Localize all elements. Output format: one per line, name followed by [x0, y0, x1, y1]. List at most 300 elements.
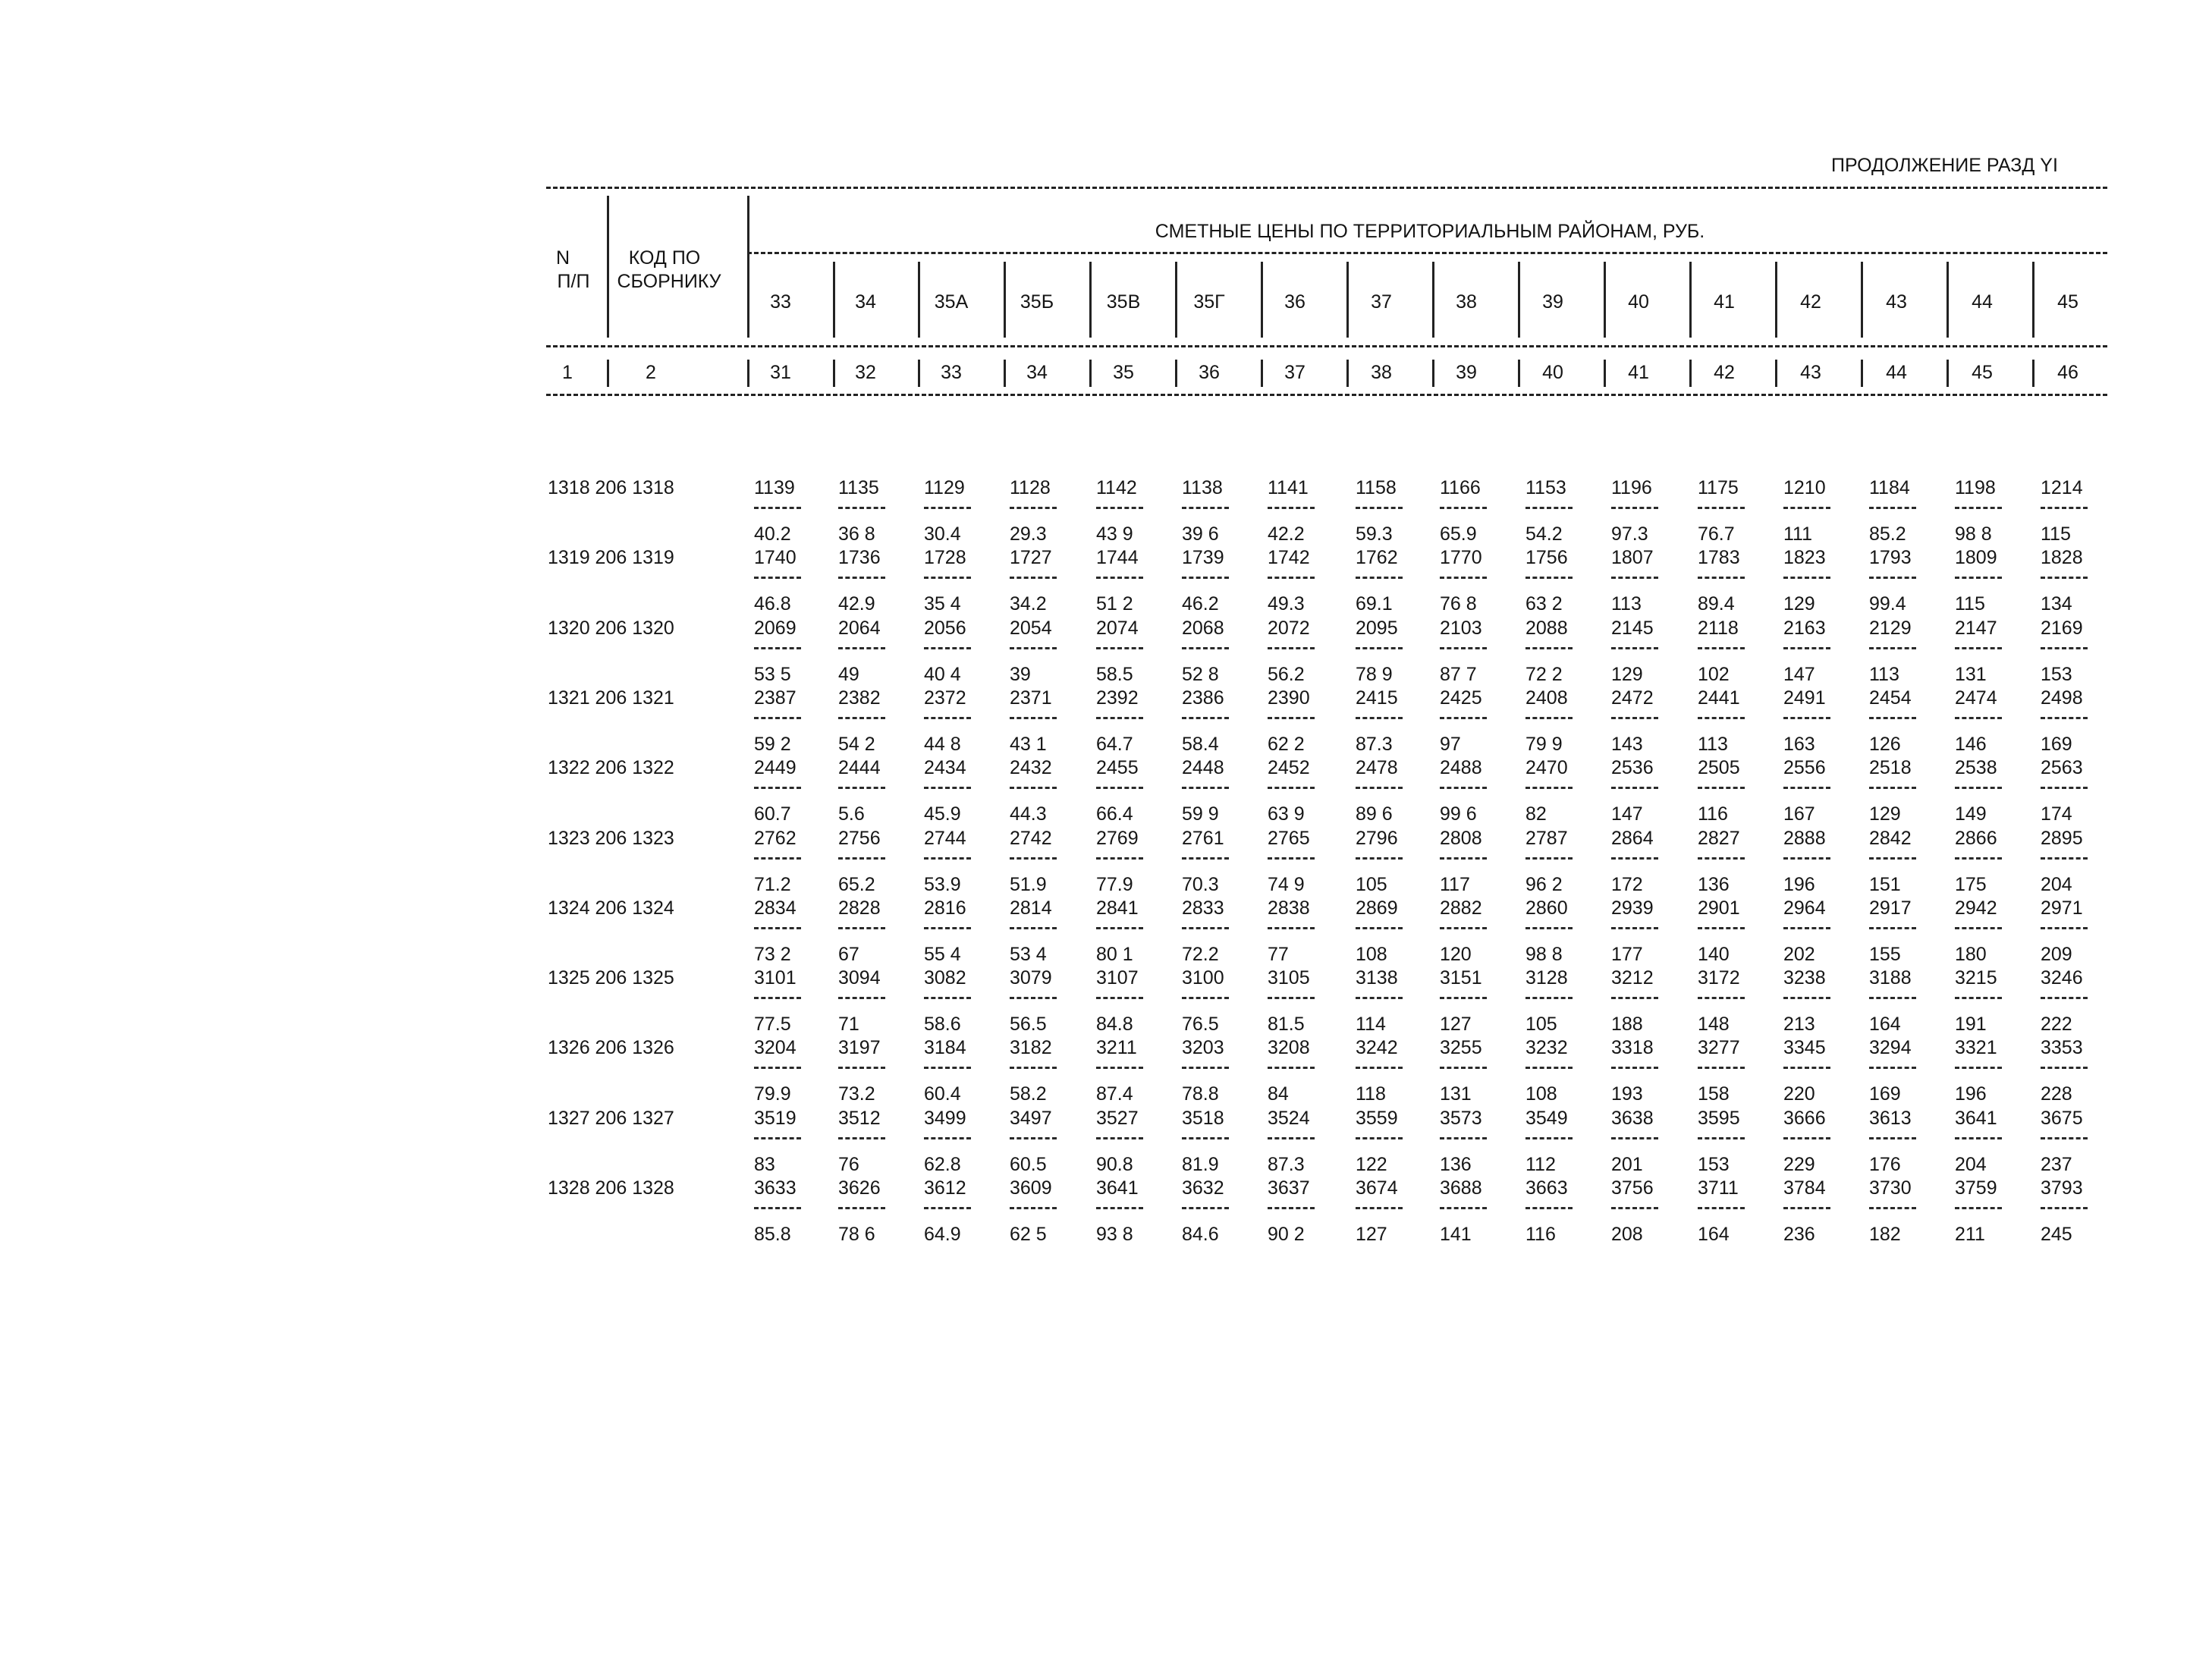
region-header: 33	[770, 291, 791, 313]
fraction-line	[1783, 507, 1830, 509]
fraction-line	[2041, 507, 2088, 509]
fraction-line	[1611, 717, 1658, 719]
header-divider	[1689, 262, 1692, 338]
price-value: 3711	[1698, 1177, 1739, 1199]
price-value: 1139	[754, 477, 795, 498]
price-subvalue: 97.3	[1611, 523, 1648, 545]
fraction-line	[1096, 717, 1143, 719]
price-value: 2518	[1869, 757, 1912, 778]
price-subvalue: 129	[1611, 664, 1643, 685]
price-value: 2074	[1096, 618, 1139, 639]
fraction-line	[1010, 997, 1057, 999]
price-value: 3793	[2041, 1177, 2083, 1199]
price-subvalue: 87.3	[1356, 734, 1393, 755]
price-value: 3151	[1440, 967, 1482, 989]
price-value: 3641	[1096, 1177, 1139, 1199]
price-value: 2964	[1783, 897, 1826, 919]
price-value: 2449	[754, 757, 797, 778]
price-subvalue: 147	[1611, 803, 1643, 825]
price-subvalue: 129	[1783, 593, 1815, 614]
price-value: 2838	[1268, 897, 1310, 919]
price-value: 2454	[1869, 687, 1912, 709]
price-value: 3094	[838, 967, 881, 989]
price-value: 3730	[1869, 1177, 1912, 1199]
price-subvalue: 69.1	[1356, 593, 1393, 614]
fraction-line	[754, 507, 801, 509]
price-subvalue: 136	[1698, 874, 1730, 895]
price-subvalue: 140	[1698, 944, 1730, 965]
region-header: 39	[1542, 291, 1563, 313]
fraction-line	[1096, 997, 1143, 999]
column-number-divider	[1432, 360, 1434, 387]
price-subvalue: 60.4	[924, 1083, 961, 1105]
price-value: 3527	[1096, 1108, 1139, 1129]
price-subvalue: 76.5	[1182, 1014, 1219, 1035]
fraction-line	[1955, 717, 2002, 719]
price-subvalue: 58.4	[1182, 734, 1219, 755]
price-value: 2491	[1783, 687, 1826, 709]
fraction-line	[1356, 717, 1403, 719]
fraction-line	[1268, 787, 1315, 789]
column-number: 45	[1972, 362, 1993, 383]
price-value: 3215	[1955, 967, 1997, 989]
price-value: 2452	[1268, 757, 1310, 778]
price-subvalue: 51 2	[1096, 593, 1133, 614]
price-value: 3188	[1869, 967, 1912, 989]
price-subvalue: 193	[1611, 1083, 1643, 1105]
price-subvalue: 174	[2041, 803, 2072, 825]
price-subvalue: 53 5	[754, 664, 791, 685]
row-label: 1328 206 1328	[548, 1177, 674, 1199]
price-value: 2054	[1010, 618, 1052, 639]
price-subvalue: 49	[838, 664, 859, 685]
price-value: 3277	[1698, 1037, 1740, 1058]
fraction-line	[1783, 857, 1830, 860]
fraction-line	[838, 1207, 885, 1209]
price-value: 3674	[1356, 1177, 1398, 1199]
price-value: 1807	[1611, 547, 1654, 568]
price-value: 1744	[1096, 547, 1139, 568]
price-value: 3208	[1268, 1037, 1310, 1058]
column-number: 34	[1026, 362, 1048, 383]
continuation-label: ПРОДОЛЖЕНИЕ РАЗД YI	[1831, 155, 2058, 176]
price-subvalue: 54.2	[1525, 523, 1563, 545]
price-value: 2392	[1096, 687, 1139, 709]
fraction-line	[1783, 997, 1830, 999]
fraction-line	[1783, 927, 1830, 929]
fraction-line	[1440, 647, 1487, 649]
price-value: 2118	[1698, 618, 1739, 639]
price-value: 2472	[1611, 687, 1654, 709]
fraction-line	[1525, 507, 1573, 509]
price-subvalue: 42.9	[838, 593, 875, 614]
price-value: 2808	[1440, 828, 1482, 849]
region-header: 35Г	[1193, 291, 1225, 313]
fraction-line	[1698, 787, 1745, 789]
fraction-line	[1268, 717, 1315, 719]
fraction-line	[1783, 1207, 1830, 1209]
column-number: 35	[1113, 362, 1134, 383]
fraction-line	[1268, 507, 1315, 509]
price-value: 2103	[1440, 618, 1482, 639]
price-subvalue: 115	[1955, 593, 1985, 614]
fraction-line	[1096, 857, 1143, 860]
price-subvalue: 99.4	[1869, 593, 1906, 614]
price-value: 3759	[1955, 1177, 1997, 1199]
price-value: 3353	[2041, 1037, 2083, 1058]
price-subvalue: 116	[1525, 1224, 1556, 1245]
fraction-line	[1440, 577, 1487, 579]
fraction-line	[838, 1067, 885, 1069]
fraction-line	[1010, 1067, 1057, 1069]
price-value: 2769	[1096, 828, 1139, 849]
column-number: 44	[1886, 362, 1907, 383]
price-value: 2762	[754, 828, 797, 849]
fraction-line	[1525, 647, 1573, 649]
price-value: 2072	[1268, 618, 1310, 639]
fraction-line	[1525, 857, 1573, 860]
fraction-line	[1182, 717, 1229, 719]
fraction-line	[1611, 577, 1658, 579]
price-subvalue: 56.5	[1010, 1014, 1047, 1035]
column-number: 31	[770, 362, 791, 383]
price-value: 2866	[1955, 828, 1997, 849]
price-subvalue: 148	[1698, 1014, 1730, 1035]
price-subvalue: 164	[1869, 1014, 1901, 1035]
price-value: 3784	[1783, 1177, 1826, 1199]
fraction-line	[1356, 997, 1403, 999]
region-header: 38	[1456, 291, 1477, 313]
price-value: 2390	[1268, 687, 1310, 709]
fraction-line	[1955, 507, 2002, 509]
fraction-line	[1182, 1137, 1229, 1139]
fraction-line	[754, 647, 801, 649]
price-subvalue: 87.3	[1268, 1154, 1305, 1175]
header-divider	[1004, 262, 1006, 338]
price-subvalue: 65.9	[1440, 523, 1477, 545]
price-value: 2488	[1440, 757, 1482, 778]
price-value: 2563	[2041, 757, 2083, 778]
fraction-line	[1010, 787, 1057, 789]
price-value: 1210	[1783, 477, 1826, 498]
price-subvalue: 89.4	[1698, 593, 1735, 614]
price-subvalue: 155	[1869, 944, 1901, 965]
price-subvalue: 116	[1698, 803, 1728, 825]
price-subvalue: 35 4	[924, 593, 961, 614]
fraction-line	[1440, 997, 1487, 999]
price-subvalue: 177	[1611, 944, 1643, 965]
column-number-divider	[2032, 360, 2034, 387]
price-value: 1129	[924, 477, 965, 498]
price-value: 3197	[838, 1037, 881, 1058]
fraction-line	[1010, 927, 1057, 929]
fraction-line	[754, 1137, 801, 1139]
column-number-divider	[1346, 360, 1349, 387]
price-value: 3246	[2041, 967, 2083, 989]
price-value: 2827	[1698, 828, 1740, 849]
price-subvalue: 90.8	[1096, 1154, 1133, 1175]
price-value: 2382	[838, 687, 881, 709]
price-subvalue: 60.5	[1010, 1154, 1047, 1175]
price-subvalue: 111	[1783, 523, 1813, 545]
price-subvalue: 176	[1869, 1154, 1901, 1175]
fraction-line	[1182, 787, 1229, 789]
price-value: 2869	[1356, 897, 1398, 919]
price-subvalue: 65.2	[838, 874, 875, 895]
price-value: 2505	[1698, 757, 1740, 778]
fraction-line	[838, 647, 885, 649]
region-header: 35А	[934, 291, 969, 313]
price-subvalue: 64.9	[924, 1224, 961, 1245]
price-value: 2842	[1869, 828, 1912, 849]
header-divider	[1261, 262, 1263, 338]
fraction-line	[924, 787, 971, 789]
fraction-line	[1440, 1207, 1487, 1209]
price-value: 3497	[1010, 1108, 1052, 1129]
price-value: 1198	[1955, 477, 1996, 498]
price-subvalue: 220	[1783, 1083, 1815, 1105]
fraction-line	[1869, 857, 1916, 860]
price-value: 3318	[1611, 1037, 1654, 1058]
fraction-line	[1010, 1207, 1057, 1209]
fraction-line	[1525, 1207, 1573, 1209]
price-subvalue: 34.2	[1010, 593, 1047, 614]
price-value: 3294	[1869, 1037, 1912, 1058]
price-value: 2448	[1182, 757, 1224, 778]
price-value: 3626	[838, 1177, 881, 1199]
price-value: 1793	[1869, 547, 1912, 568]
fraction-line	[924, 927, 971, 929]
price-value: 3524	[1268, 1108, 1310, 1129]
price-subvalue: 129	[1869, 803, 1901, 825]
fraction-line	[1955, 577, 2002, 579]
fraction-line	[1010, 577, 1057, 579]
price-value: 1166	[1440, 477, 1481, 498]
column-number-divider	[1775, 360, 1777, 387]
col-code-label-2: СБОРНИКУ	[617, 271, 721, 292]
price-subvalue: 245	[2041, 1224, 2072, 1245]
row-label: 1327 206 1327	[548, 1108, 674, 1129]
fraction-line	[1698, 1067, 1745, 1069]
price-value: 2901	[1698, 897, 1740, 919]
fraction-line	[1182, 1067, 1229, 1069]
fraction-line	[1955, 787, 2002, 789]
fraction-line	[1010, 857, 1057, 860]
price-value: 3637	[1268, 1177, 1310, 1199]
price-subvalue: 30.4	[924, 523, 961, 545]
price-value: 1175	[1698, 477, 1739, 498]
price-value: 3100	[1182, 967, 1224, 989]
price-subvalue: 149	[1955, 803, 1987, 825]
price-value: 1138	[1182, 477, 1223, 498]
fraction-line	[1440, 717, 1487, 719]
price-subvalue: 67	[838, 944, 859, 965]
fraction-line	[1698, 1207, 1745, 1209]
price-subvalue: 81.9	[1182, 1154, 1219, 1175]
price-subvalue: 211	[1955, 1224, 1985, 1245]
price-subvalue: 127	[1356, 1224, 1387, 1245]
price-subvalue: 73.2	[838, 1083, 875, 1105]
price-subvalue: 60.7	[754, 803, 791, 825]
price-subvalue: 175	[1955, 874, 1987, 895]
price-value: 2816	[924, 897, 966, 919]
fraction-line	[1869, 507, 1916, 509]
fraction-line	[838, 997, 885, 999]
fraction-line	[1525, 1067, 1573, 1069]
fraction-line	[1525, 577, 1573, 579]
fraction-line	[1268, 857, 1315, 860]
price-value: 2744	[924, 828, 966, 849]
price-value: 3138	[1356, 967, 1398, 989]
price-value: 2971	[2041, 897, 2083, 919]
fraction-line	[924, 857, 971, 860]
price-subvalue: 213	[1783, 1014, 1815, 1035]
price-value: 2761	[1182, 828, 1224, 849]
price-subvalue: 237	[2041, 1154, 2072, 1175]
price-value: 3666	[1783, 1108, 1826, 1129]
price-subvalue: 39	[1010, 664, 1031, 685]
price-subvalue: 63 2	[1525, 593, 1563, 614]
price-value: 2434	[924, 757, 966, 778]
price-subvalue: 40 4	[924, 664, 961, 685]
price-subvalue: 141	[1440, 1224, 1472, 1245]
fraction-line	[924, 997, 971, 999]
region-header: 35В	[1106, 291, 1141, 313]
price-subvalue: 112	[1525, 1154, 1556, 1175]
column-number: 36	[1199, 362, 1220, 383]
price-value: 2145	[1611, 618, 1654, 639]
price-value: 3675	[2041, 1108, 2083, 1129]
price-subvalue: 153	[1698, 1154, 1730, 1175]
fraction-line	[754, 787, 801, 789]
price-value: 3232	[1525, 1037, 1568, 1058]
price-value: 2455	[1096, 757, 1139, 778]
price-value: 3756	[1611, 1177, 1654, 1199]
price-subvalue: 108	[1356, 944, 1387, 965]
price-subvalue: 131	[1955, 664, 1987, 685]
fraction-line	[1010, 717, 1057, 719]
column-number-divider	[1689, 360, 1692, 387]
fraction-line	[2041, 647, 2088, 649]
price-value: 2498	[2041, 687, 2083, 709]
fraction-line	[1182, 857, 1229, 860]
header-divider	[1518, 262, 1520, 338]
price-value: 2841	[1096, 897, 1139, 919]
price-subvalue: 56.2	[1268, 664, 1305, 685]
column-number: 42	[1714, 362, 1735, 383]
price-value: 2536	[1611, 757, 1654, 778]
price-value: 2796	[1356, 828, 1398, 849]
price-subvalue: 117	[1440, 874, 1470, 895]
price-value: 1135	[838, 477, 879, 498]
price-subvalue: 89 6	[1356, 803, 1393, 825]
price-value: 2939	[1611, 897, 1654, 919]
fraction-line	[924, 1137, 971, 1139]
price-subvalue: 49.3	[1268, 593, 1305, 614]
price-value: 2169	[2041, 618, 2083, 639]
fraction-line	[1440, 1137, 1487, 1139]
price-subvalue: 72.2	[1182, 944, 1219, 965]
price-subvalue: 113	[1698, 734, 1728, 755]
price-value: 3519	[754, 1108, 797, 1129]
region-header: 43	[1886, 291, 1907, 313]
fraction-line	[1440, 927, 1487, 929]
fraction-line	[838, 507, 885, 509]
col-code-label: КОД ПО	[628, 247, 701, 269]
price-value: 3688	[1440, 1177, 1482, 1199]
price-subvalue: 71	[838, 1014, 859, 1035]
row-label: 1322 206 1322	[548, 757, 674, 778]
price-subvalue: 77.9	[1096, 874, 1133, 895]
price-value: 1153	[1525, 477, 1566, 498]
price-value: 3573	[1440, 1108, 1482, 1129]
column-number-divider	[1089, 360, 1092, 387]
price-subvalue: 126	[1869, 734, 1901, 755]
price-subvalue: 182	[1869, 1224, 1901, 1245]
fraction-line	[1356, 857, 1403, 860]
price-value: 1736	[838, 547, 881, 568]
fraction-line	[1440, 1067, 1487, 1069]
price-value: 1196	[1611, 477, 1652, 498]
price-value: 2069	[754, 618, 797, 639]
price-value: 2834	[754, 897, 797, 919]
header-divider	[747, 196, 749, 338]
price-subvalue: 76 8	[1440, 593, 1477, 614]
price-subvalue: 73 2	[754, 944, 791, 965]
column-number-divider	[1261, 360, 1263, 387]
price-subvalue: 108	[1525, 1083, 1557, 1105]
price-value: 3549	[1525, 1108, 1568, 1129]
price-value: 2833	[1182, 897, 1224, 919]
price-subvalue: 180	[1955, 944, 1987, 965]
fraction-line	[1783, 787, 1830, 789]
fraction-line	[1783, 1137, 1830, 1139]
price-value: 2444	[838, 757, 881, 778]
fraction-line	[1268, 927, 1315, 929]
price-subvalue: 164	[1698, 1224, 1730, 1245]
fraction-line	[838, 927, 885, 929]
price-value: 2538	[1955, 757, 1997, 778]
fraction-line	[2041, 787, 2088, 789]
price-value: 3613	[1869, 1108, 1912, 1129]
header-divider	[1175, 262, 1177, 338]
price-subvalue: 51.9	[1010, 874, 1047, 895]
price-value: 2372	[924, 687, 966, 709]
price-value: 3212	[1611, 967, 1654, 989]
price-value: 3499	[924, 1108, 966, 1129]
fraction-line	[1010, 1137, 1057, 1139]
price-value: 3663	[1525, 1177, 1568, 1199]
price-value: 2860	[1525, 897, 1568, 919]
fraction-line	[1611, 927, 1658, 929]
fraction-line	[1096, 1067, 1143, 1069]
row-label: 1326 206 1326	[548, 1037, 674, 1058]
col-no-label: N	[555, 247, 570, 269]
price-subvalue: 84	[1268, 1083, 1289, 1105]
price-subvalue: 62 2	[1268, 734, 1305, 755]
header-divider	[1089, 262, 1092, 338]
price-value: 1828	[2041, 547, 2083, 568]
column-number-divider	[747, 360, 749, 387]
column-number: 43	[1800, 362, 1821, 383]
price-value: 1141	[1268, 477, 1309, 498]
region-header: 41	[1714, 291, 1735, 313]
price-value: 3172	[1698, 967, 1740, 989]
price-subvalue: 79.9	[754, 1083, 791, 1105]
price-subvalue: 44 8	[924, 734, 961, 755]
price-subvalue: 40.2	[754, 523, 791, 545]
price-value: 2163	[1783, 618, 1826, 639]
